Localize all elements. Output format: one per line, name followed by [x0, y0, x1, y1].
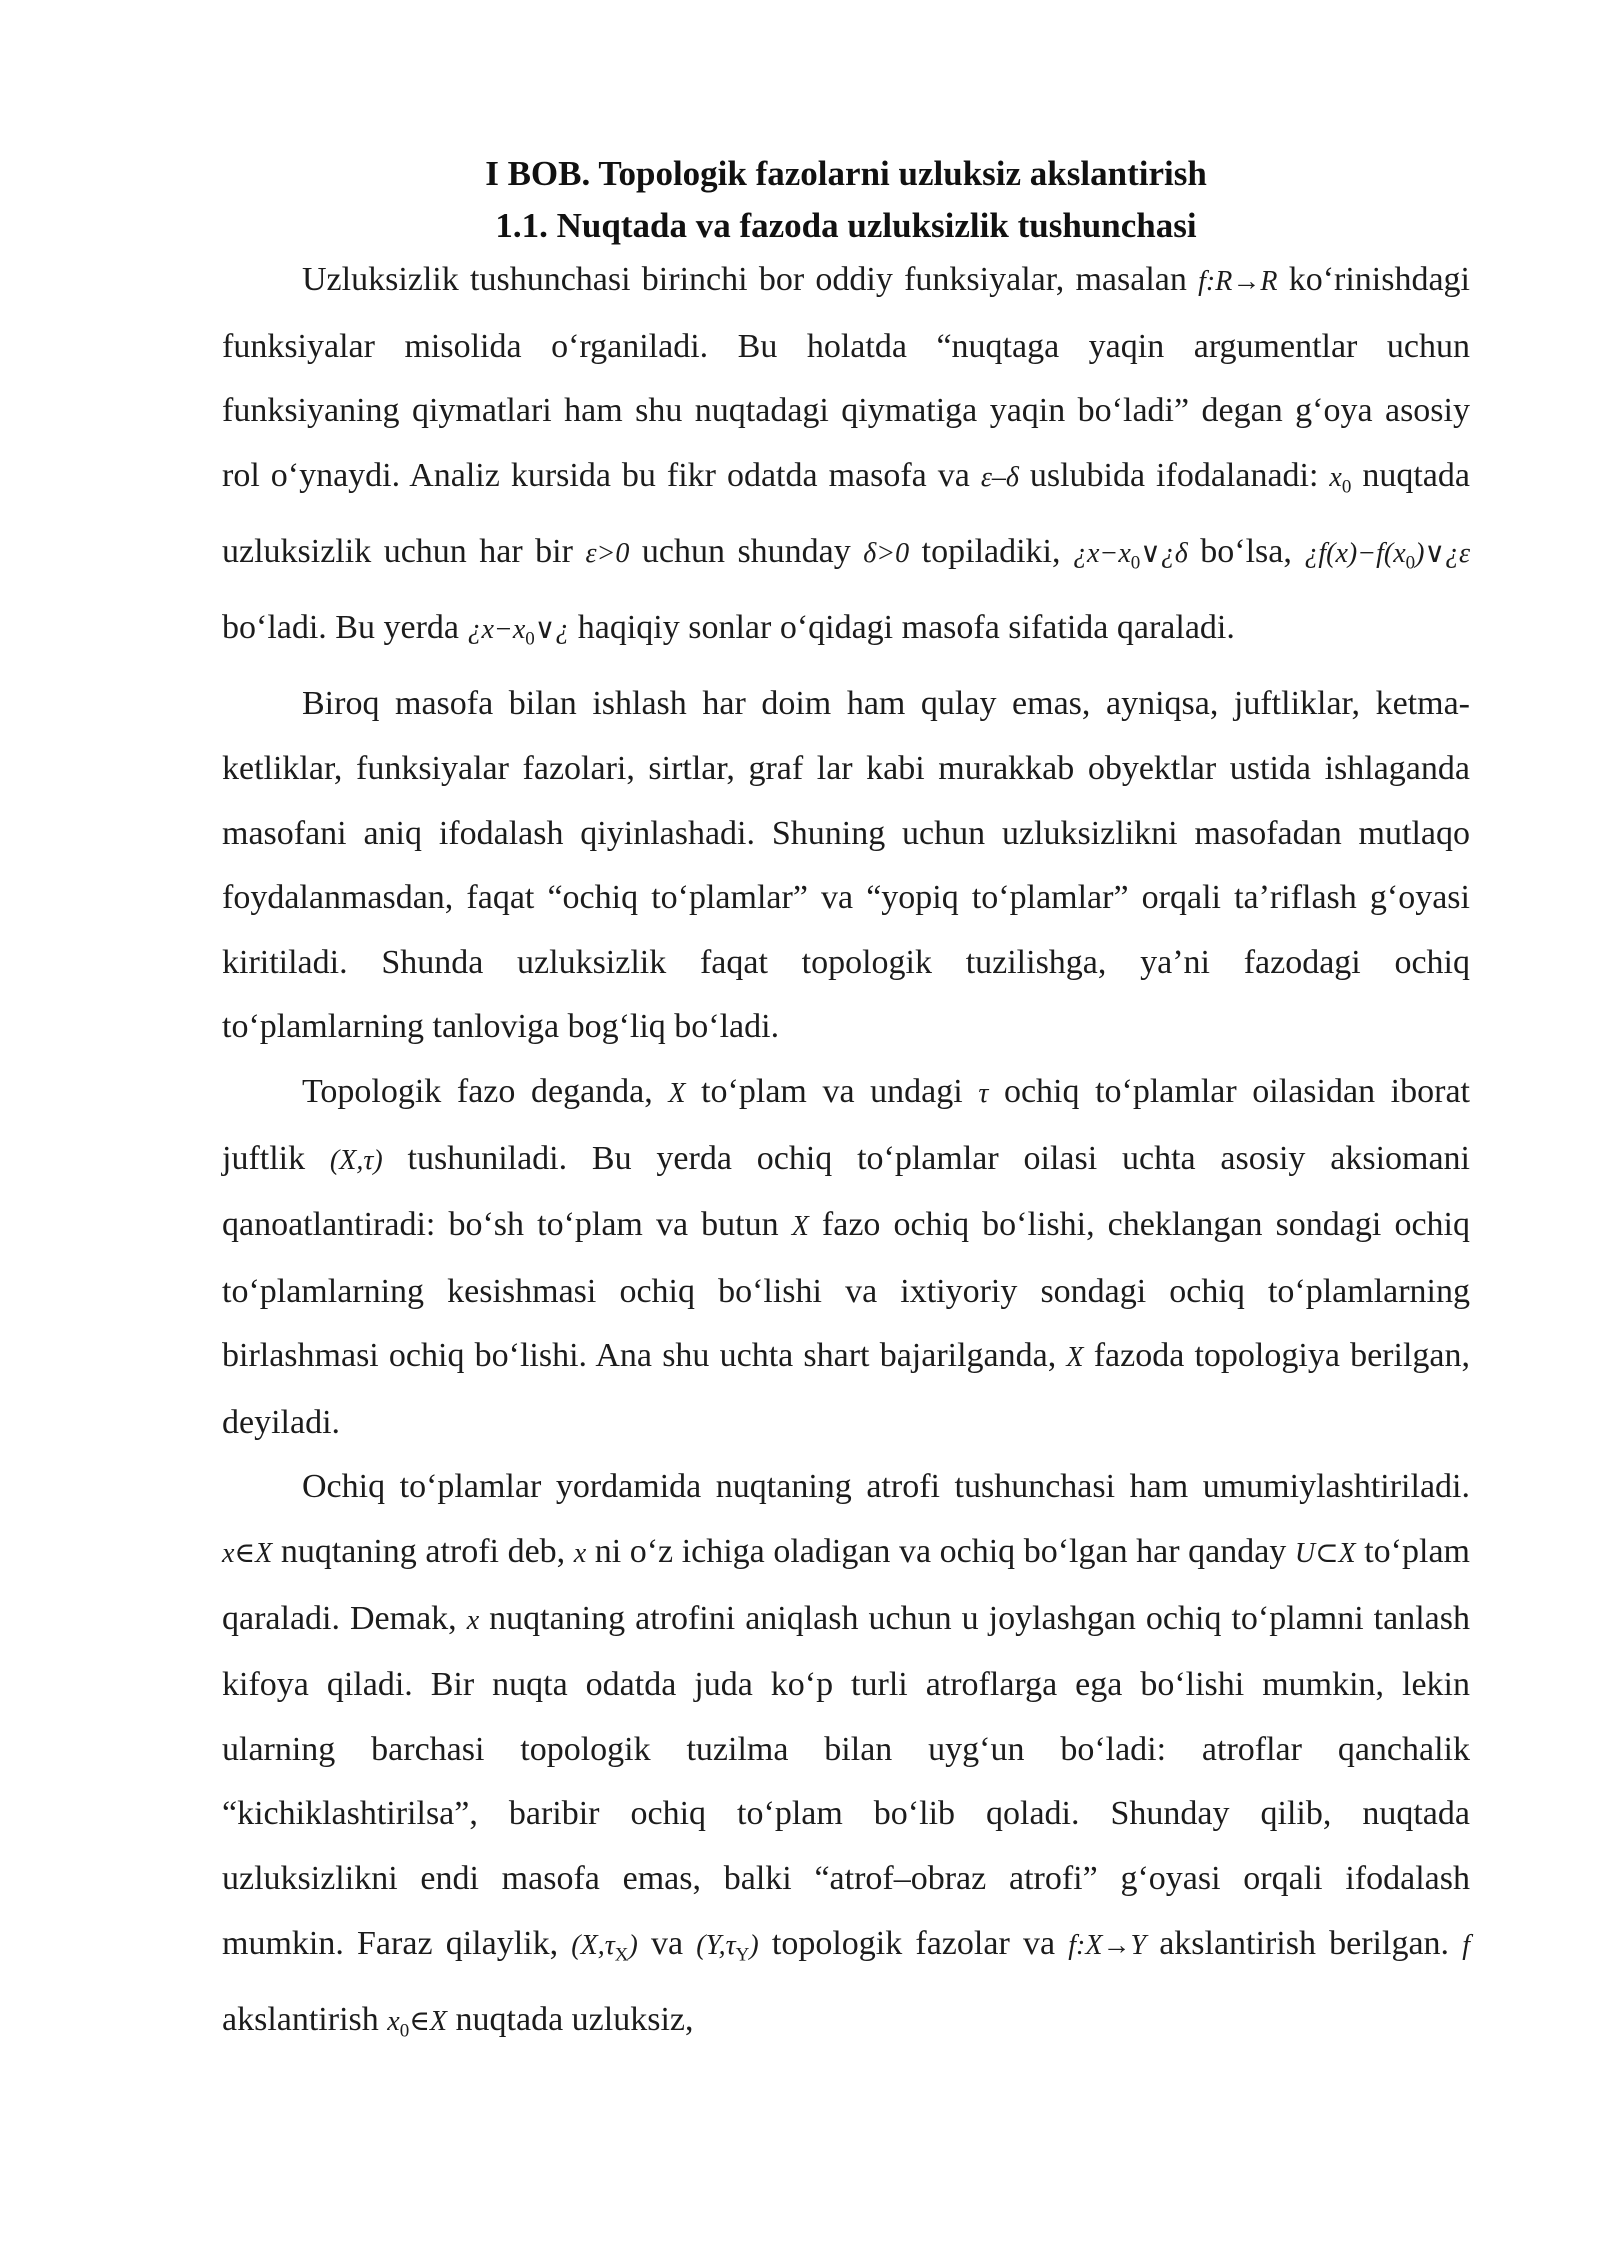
math-pair-x-tau: (X,τ)	[329, 1144, 383, 1176]
section-title: 1.1. Nuqtada va fazoda uzluksizlik tushunchasi	[495, 206, 1197, 245]
text-run: topiladiki,	[909, 532, 1073, 570]
text-run: Uzluksizlik tushunchasi birinchi bor oddiy funksiyalar, masalan	[302, 261, 1199, 298]
math-epsilon-positive: ε>0	[585, 537, 630, 569]
math-subscript: X	[614, 1944, 629, 1966]
math-x-set: X	[668, 1077, 686, 1109]
text-run: koʻrinishdagi funksiyalar misolida oʻrganiladi. Bu holatda “nuqtaga yaqin argumentlar uchun funksiyaning qiymatlari ham shu nuqtadagi qiymatiga yaqin boʻladi” degan gʻoya asosiy rol oʻynaydi. Analiz kursida bu fikr odatda masofa va	[222, 261, 1471, 494]
paragraph-4	[222, 1455, 1470, 2064]
text-run: nuqtaning atrofini aniqlash uchun u joylashgan ochiq toʻplamni tanlash kifoya qiladi. Bir nuqta odatda juda koʻp turli atroflarga ega boʻlishi mumkin, lekin ularning barchasi topologik tuzilma bilan uygʻun boʻladi: atroflar qanchalik “kichiklashtirilsa”, baribir ochiq toʻplam boʻlib qoladi. Shunday qilib, nuqtada uzluksizlikni endi masofa emas, balki “atrof–obraz atrofi” gʻoyasi orqali ifodalash mumkin. Faraz qilaylik,	[222, 1599, 1470, 1962]
math-part: (Y,τ	[696, 1929, 736, 1961]
math-subscript: 0	[525, 628, 535, 650]
text-run: nuqtada uzluksiz,	[447, 2000, 694, 2038]
math-part: x	[387, 2005, 400, 2037]
math-abs-fx-minus-fx0-epsilon	[1304, 537, 1470, 574]
math-subscript: 0	[399, 2020, 410, 2042]
text-run: uslubida ifodalanadi:	[1018, 456, 1330, 494]
math-pair-x-tau-x	[571, 1929, 638, 1966]
chapter-title: I BOB. Topologik fazolarni uzluksiz akslantirish	[485, 154, 1207, 193]
paragraph-1	[222, 248, 1470, 672]
math-part: ¿f(x)−f(x	[1304, 537, 1406, 569]
paragraph-2: Biroq masofa bilan ishlash har doim ham qulay emas, ayniqsa, juftliklar, ketma-ketliklar, funksiyalar fazolari, sirtlar, graf lar kabi murakkab obyektlar ustida ishlaganda masofani aniq ifodalash qiyinlashadi. Shuning uchun uzluksizlikni masofadan mutlaqo foydalanmasdan, faqat “ochiq toʻplamlar” va “yopiq toʻplamlar” orqali taʼriflash gʻoyasi kiritiladi. Shunda uzluksizlik faqat topologik tuzilishga, yaʼni fazodagi ochiq toʻplamlarning tanloviga bogʻliq boʻladi.	[222, 685, 1470, 1046]
math-abs-x-minus-x0	[467, 614, 570, 650]
math-part: ∈X	[409, 2005, 448, 2037]
paragraph-3	[222, 1060, 1470, 1456]
math-x-point: x	[466, 1604, 480, 1636]
text-run: nuqtaning atrofi deb,	[272, 1533, 574, 1571]
text-run: fazoda topologiya berilgan, deyiladi.	[222, 1337, 1470, 1441]
text-run: boʻladi. Bu yerda	[222, 609, 468, 647]
text-run: Ochiq toʻplamlar yordamida nuqtaning atrofi tushunchasi ham umumiylashtiriladi.	[302, 1468, 1470, 1506]
math-f: f	[1462, 1929, 1471, 1961]
math-part: x	[1329, 461, 1342, 493]
math-subscript: Y	[735, 1944, 750, 1966]
math-x-point: x	[573, 1538, 587, 1570]
text-run: ni oʻz ichiga oladigan va ochiq boʻlgan har qanday	[586, 1533, 1295, 1571]
text-run: va	[637, 1924, 697, 1962]
text-run: ochiq toʻplamlar oilasidan iborat juftlik	[222, 1072, 1470, 1177]
math-part: (X,τ	[571, 1929, 615, 1961]
math-delta-positive: δ>0	[863, 537, 910, 569]
text-run: uchun shunday	[629, 532, 864, 570]
text-run: akslantirish berilgan.	[1146, 1924, 1463, 1962]
math-epsilon-delta: ε–δ	[980, 461, 1019, 493]
math-subscript: 0	[1405, 552, 1416, 574]
text-run: akslantirish	[222, 2000, 388, 2038]
math-u-subset-x: U⊂X	[1294, 1538, 1356, 1570]
text-run: fazo ochiq boʻlishi, cheklangan sondagi ochiq toʻplamlarning kesishmasi ochiq boʻlishi va ixtiyoriy sondagi ochiq toʻplamlarning birlashmasi ochiq boʻlishi. Ana shu uchta shart bajarilganda,	[222, 1206, 1470, 1375]
math-part: )	[749, 1929, 759, 1961]
text-run: topologik fazolar va	[758, 1924, 1069, 1962]
text-run: nuqtada uzluksizlik uchun har bir	[222, 456, 1470, 570]
math-f-r-to-r: f:R→R	[1198, 266, 1278, 297]
math-part: ∨¿	[534, 614, 570, 646]
math-x-in-x: x∈X	[222, 1538, 273, 1570]
text-run: haqiqiy sonlar oʻqidagi masofa sifatida qaraladi.	[569, 609, 1235, 647]
document-page	[222, 148, 1470, 2064]
text-run: toʻplam va undagi	[685, 1072, 979, 1110]
math-subscript: 0	[1130, 552, 1141, 574]
text-run: boʻlsa,	[1187, 532, 1305, 570]
math-part: ¿x−x	[1073, 537, 1131, 569]
text-run: Topologik fazo deganda,	[302, 1072, 669, 1110]
math-part: )∨¿ε	[1415, 537, 1470, 569]
math-x0-in-x	[387, 2005, 448, 2042]
math-pair-y-tau-y	[696, 1929, 759, 1966]
math-tau: τ	[978, 1077, 989, 1109]
text-run: tushuniladi. Bu yerda ochiq toʻplamlar oilasi uchta asosiy aksiomani qanoatlantiradi: boʻsh toʻplam va butun	[222, 1139, 1470, 1244]
math-x-set: X	[1066, 1342, 1084, 1374]
math-f-x-to-y: f:X→Y	[1068, 1929, 1147, 1961]
math-x0	[1329, 461, 1352, 498]
math-part: )	[628, 1929, 638, 1961]
math-abs-x-minus-x0-delta	[1073, 537, 1188, 574]
math-subscript: 0	[1341, 476, 1352, 498]
text-run: toʻplam qaraladi. Demak,	[222, 1533, 1470, 1637]
math-part: ∨¿δ	[1140, 537, 1188, 569]
math-x-set: X	[791, 1211, 809, 1243]
math-part: ¿x−x	[467, 614, 526, 646]
